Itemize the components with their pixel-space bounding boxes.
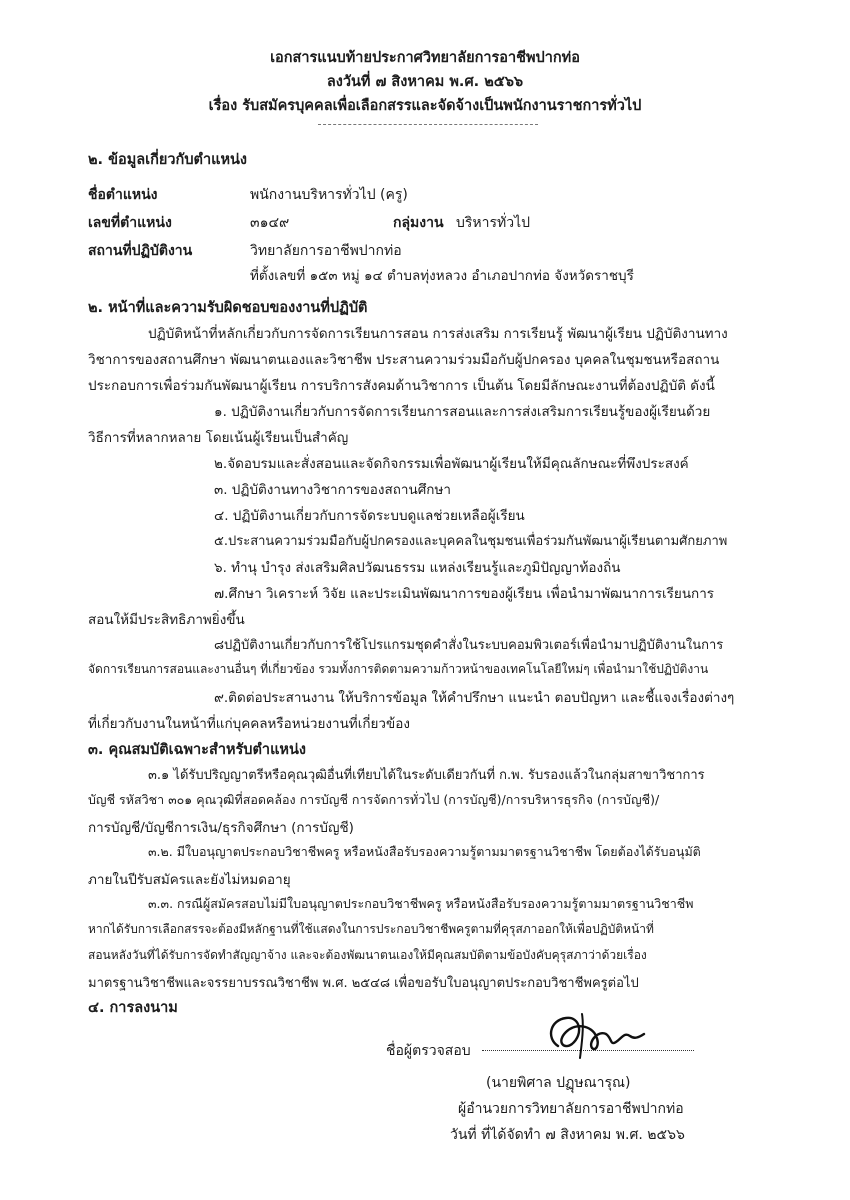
duty-item: ๒.จัดอบรมและสั่งสอนและจัดกิจกรรมเพื่อพัฒนาผู้เรียนให้มีคุณลักษณะที่พึงประสงค์ [214,456,689,472]
qualification-line: ๓.๒. มีใบอนุญาตประกอบวิชาชีพครู หรือหนังสือรับรองความรู้ตามมาตรฐานวิชาชีพ โดยต้องได้รับอนุมัติ [148,844,701,859]
group-label: กลุ่มงาน [393,215,444,231]
duty-item: ๑. ปฏิบัติงานเกี่ยวกับการจัดการเรียนการสอนและการส่งเสริมการเรียนรู้ของผู้เรียนด้วย [214,404,711,420]
doc-title: เอกสารแนบท้ายประกาศวิทยาลัยการอาชีพปากท่อ [270,50,580,66]
section-duties-heading: ๒. หน้าที่และความรับผิดชอบของงานที่ปฏิบัติ [88,300,368,316]
qualification-line: สอนหลังวันที่ได้รับการจัดทำสัญญาจ้าง และจะต้องพัฒนาตนเองให้มีคุณสมบัติตามข้อบังคับคุรุสภาว่าด้วยเรื่อง [88,948,647,962]
duty-item: ๘ปฏิบัติงานเกี่ยวกับการใช้โปรแกรมชุดคำสั่งในระบบคอมพิวเตอร์เพื่อนำมาปฏิบัติงานในการ [214,638,724,653]
duties-intro-line: ประกอบการเพื่อร่วมกันพัฒนาผู้เรียน การบริการสังคมด้านวิชาการ เป็นต้น โดยมีลักษณะงานที่ต้องปฏิบัติ ดังนี้ [88,378,715,394]
qualification-line: หากได้รับการเลือกสรรจะต้องมีหลักฐานที่ใช้แสดงในการประกอบวิชาชีพครูตามที่คุรุสภาออกให้เพื่อปฏิบัติหน้าที่ [88,922,654,936]
header-divider [318,124,538,125]
duty-item: จัดการเรียนการสอนและงานอื่นๆ ที่เกี่ยวข้อง รวมทั้งการติดตามความก้าวหน้าของเทคโนโลยีใหม่ๆ เพื่อนำมาใช้ปฏิบัติงาน [88,662,709,676]
duties-intro-line: ปฏิบัติหน้าที่หลักเกี่ยวกับการจัดการเรียนการสอน การส่งเสริม การเรียนรู้ พัฒนาผู้เรียน ปฏิบัติงานทาง [148,326,728,342]
section-qualifications-heading: ๓. คุณสมบัติเฉพาะสำหรับตำแหน่ง [88,742,306,758]
duty-item: ๔. ปฏิบัติงานเกี่ยวกับการจัดระบบดูแลช่วยเหลือผู้เรียน [214,508,525,524]
qualification-line: ๓.๓. กรณีผู้สมัครสอบไม่มีใบอนุญาตประกอบวิชาชีพครู หรือหนังสือรับรองความรู้ตามมาตรฐานวิชาชีพ [148,896,694,911]
qualification-line: การบัญชี/บัญชีการเงิน/ธุรกิจศึกษา (การบัญชี) [88,820,354,836]
duty-item: ๕.ประสานความร่วมมือกับผู้ปกครองและบุคคลในชุมชนเพื่อร่วมกันพัฒนาผู้เรียนตามศักยภาพ [214,534,728,549]
qualification-line: มาตรฐานวิชาชีพและจรรยาบรรณวิชาชีพ พ.ศ. ๒๕๔๘ เพื่อขอรับใบอนุญาตประกอบวิชาชีพครูต่อไป [88,976,639,991]
location-label: สถานที่ปฏิบัติงาน [88,243,193,259]
location-value-name: วิทยาลัยการอาชีพปากท่อ [250,243,402,259]
section-position-heading: ๒. ข้อมูลเกี่ยวกับตำแหน่ง [88,152,247,168]
duty-item: ๙.ติดต่อประสานงาน ให้บริการข้อมูล ให้คำปรึกษา แนะนำ ตอบปัญหา และชี้แจงเรื่องต่างๆ [214,690,735,706]
signer-title: ผู้อำนวยการวิทยาลัยการอาชีพปากท่อ [458,1101,684,1117]
qualification-line: ๓.๑ ได้รับปริญญาตรีหรือคุณวุฒิอื่นที่เทียบได้ในระดับเดียวกันที่ ก.พ. รับรองแล้วในกลุ่มสาขาวิชาการ [148,768,705,783]
position-label: ชื่อตำแหน่ง [88,187,158,203]
duty-item: ๓. ปฏิบัติงานทางวิชาการของสถานศึกษา [214,482,451,498]
location-value-address: ที่ตั้งเลขที่ ๑๕๓ หมู่ ๑๔ ตำบลทุ่งหลวง อำเภอปากท่อ จังหวัดราชบุรี [250,268,634,284]
duty-item: วิธีการที่หลากหลาย โดยเน้นผู้เรียนเป็นสำคัญ [88,430,349,446]
duty-item: ๖. ทำนุ บำรุง ส่งเสริมศิลปวัฒนธรรม แหล่งเรียนรู้และภูมิปัญญาท้องถิ่น [214,560,621,576]
duty-item: ที่เกี่ยวกับงานในหน้าที่แก่บุคคลหรือหน่วยงานที่เกี่ยวข้อง [88,716,410,732]
doc-date: ลงวันที่ ๗ สิงหาคม พ.ศ. ๒๕๖๖ [326,74,524,90]
qualification-line: ภายในปีรับสมัครและยังไม่หมดอายุ [88,872,291,888]
position-value: พนักงานบริหารทั่วไป (ครู) [250,187,408,203]
signer-name: (นายพิศาล ปฏุษณารุณ) [486,1075,631,1091]
duties-intro-line: วิชาการของสถานศึกษา พัฒนาตนเองและวิชาชีพ ประสานความร่วมมือกับผู้ปกครอง บุคคลในชุมชนหรือสถาน [88,352,720,368]
qualification-line: บัญชี รหัสวิชา ๓๐๑ คุณวุฒิที่สอดคล้อง การบัญชี การจัดการทั่วไป (การบัญชี)/การบริหารธุรกิจ (การบัญชี)/ [88,792,660,807]
checker-label: ชื่อผู้ตรวจสอบ [386,1043,471,1059]
signature-date: วันที่ ที่ได้จัดทำ ๗ สิงหาคม พ.ศ. ๒๕๖๖ [450,1127,685,1143]
doc-subject: เรื่อง รับสมัครบุคคลเพื่อเลือกสรรและจัดจ้างเป็นพนักงานราชการทั่วไป [208,98,642,114]
duty-item: ๗.ศึกษา วิเคราะห์ วิจัย และประเมินพัฒนาการของผู้เรียน เพื่อนำมาพัฒนาการเรียนการ [214,586,715,602]
position-number-value: ๓๑๔๙ [250,215,290,231]
duty-item: สอนให้มีประสิทธิภาพยิ่งขึ้น [88,612,245,628]
group-value: บริหารทั่วไป [456,215,531,231]
position-number-label: เลขที่ตำแหน่ง [88,215,172,231]
section-signature-heading: ๔. การลงนาม [88,1000,178,1016]
handwritten-signature [536,1008,656,1068]
